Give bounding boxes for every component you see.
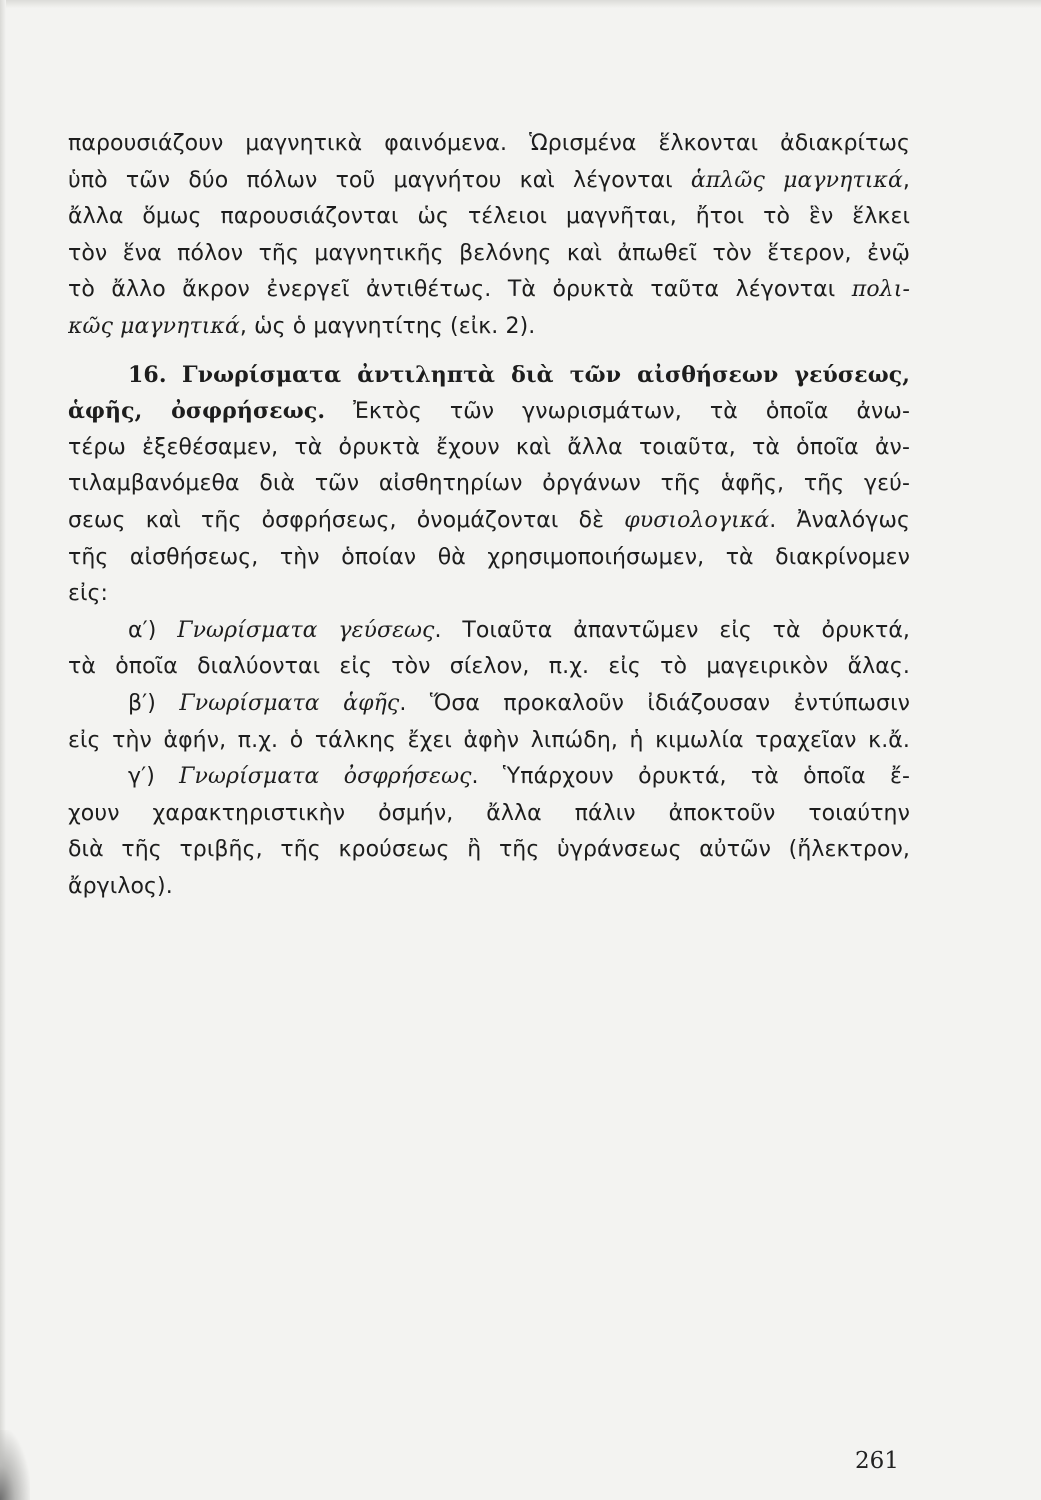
text-run: χουν χαρακτηριστικὴν ὀσμήν, ἄλλα πάλιν ἀποκτοῦν τοιαύτην: [68, 800, 910, 826]
text-run: τὰ ὁποῖα διαλύονται εἰς τὸν σίελον, π.χ. εἰς τὸ μαγειρικὸν ἅλας.: [68, 654, 910, 680]
page-corner-shadow: [0, 1430, 30, 1500]
spacer: [68, 346, 910, 357]
section-title: Γνωρίσματα ἀντιληπτὰ διὰ τῶν αἰσθήσεων γεύσεως,: [182, 361, 910, 388]
text-run: εἰς τὴν ἁφήν, π.χ. ὁ τάλκης ἔχει ἁφὴν λιπώδη, ἡ κιμωλία τραχεῖαν κ.ἄ.: [68, 727, 910, 753]
text-run: ἄλλα ὅμως παρουσιάζονται ὡς τέλειοι μαγνῆται, ἤτοι τὸ ἓν ἕλκει: [68, 204, 910, 230]
page-left-edge: [0, 0, 6, 1500]
text-run: τιλαμβανόμεθα διὰ τῶν αἰσθητηρίων ὀργάνων τῆς ἁφῆς, τῆς γεύ-: [68, 471, 910, 497]
text-line: [68, 430, 910, 467]
text-line: [68, 832, 910, 869]
text-run: τέρω ἐξεθέσαμεν, τὰ ὀρυκτὰ ἔχουν καὶ ἄλλα τοιαῦτα, τὰ ὁποῖα ἀν-: [68, 434, 910, 460]
italic-term: πολι-: [851, 277, 910, 303]
italic-term: φυσιολογικά: [624, 507, 770, 533]
text-line: [68, 723, 910, 760]
text-run: ὑπὸ τῶν δύο πόλων τοῦ μαγνήτου καὶ λέγονται: [68, 167, 691, 193]
text-line: [68, 199, 910, 236]
text-run: . Τοιαῦτα ἀπαντῶμεν εἰς τὰ ὀρυκτά,: [434, 617, 910, 643]
text-line: [68, 649, 910, 686]
text-line: [68, 869, 910, 906]
text-line: [68, 466, 910, 503]
text-run: . Ἀναλόγως: [769, 507, 910, 533]
text-run: παρουσιάζουν μαγνητικὰ φαινόμενα. Ὡρισμένα ἕλκονται ἀδιακρίτως: [68, 131, 910, 156]
item-label: γ′): [128, 764, 155, 790]
paragraph-intro: [68, 126, 910, 346]
item-label: β′): [128, 690, 156, 716]
page-body: [68, 126, 910, 905]
text-run: διὰ τῆς τριβῆς, τῆς κρούσεως ἢ τῆς ὑγράνσεως αὐτῶν (ἤλεκτρον,: [68, 837, 910, 863]
page-top-edge: [0, 0, 1041, 8]
item-title: Γνωρίσματα ἁφῆς: [179, 690, 400, 716]
italic-term: κῶς μαγνητικά: [68, 313, 240, 339]
text-run: ,: [902, 167, 910, 193]
item-title: Γνωρίσματα γεύσεως: [177, 617, 435, 643]
text-line: [68, 796, 910, 833]
list-item: [68, 686, 910, 759]
text-line: [68, 126, 910, 163]
text-run: τῆς αἰσθήσεως, τὴν ὁποίαν θὰ χρησιμοποιήσωμεν, τὰ διακρίνομεν: [68, 544, 910, 570]
text-run: , ὡς ὁ μαγνητίτης (εἰκ. 2).: [239, 313, 536, 339]
text-line: [68, 613, 910, 650]
text-line: [68, 503, 910, 540]
text-line: [68, 393, 910, 430]
page-number: 261: [855, 1448, 899, 1474]
text-line: [68, 236, 910, 273]
section-16: [68, 357, 910, 613]
section-title-continued: ἁφῆς, ὀσφρήσεως.: [68, 398, 326, 425]
text-line: [68, 163, 910, 200]
section-heading-line: [68, 357, 910, 394]
text-line: [68, 540, 910, 577]
list-item: [68, 613, 910, 686]
text-run: εἰς:: [68, 581, 109, 607]
text-run: σεως καὶ τῆς ὀσφρήσεως, ὀνομάζονται δὲ: [68, 507, 625, 533]
text-run: . Ὑπάρχουν ὀρυκτά, τὰ ὁποῖα ἔ-: [471, 764, 910, 790]
text-run: ἄργιλος).: [68, 873, 173, 899]
text-run: . Ὅσα προκαλοῦν ἰδιάζουσαν ἐντύπωσιν: [399, 690, 910, 716]
item-label: α′): [128, 617, 157, 643]
text-run: τὸ ἄλλο ἄκρον ἐνεργεῖ ἀντιθέτως. Τὰ ὀρυκτὰ ταῦτα λέγονται: [68, 277, 852, 303]
text-line: [68, 686, 910, 723]
text-run: Ἐκτὸς τῶν γνωρισμάτων, τὰ ὁποῖα ἀνω-: [325, 399, 910, 425]
item-title: Γνωρίσματα ὀσφρήσεως: [179, 764, 472, 790]
text-line: [68, 309, 910, 346]
text-run: τὸν ἕνα πόλον τῆς μαγνητικῆς βελόνης καὶ ἀπωθεῖ τὸν ἕτερον, ἐνῷ: [68, 240, 910, 266]
list-item: [68, 759, 910, 905]
text-line: [68, 759, 910, 796]
text-line: [68, 272, 910, 309]
section-number: 16.: [128, 361, 167, 388]
italic-term: ἁπλῶς μαγνητικά: [690, 167, 903, 193]
text-line: [68, 576, 910, 613]
